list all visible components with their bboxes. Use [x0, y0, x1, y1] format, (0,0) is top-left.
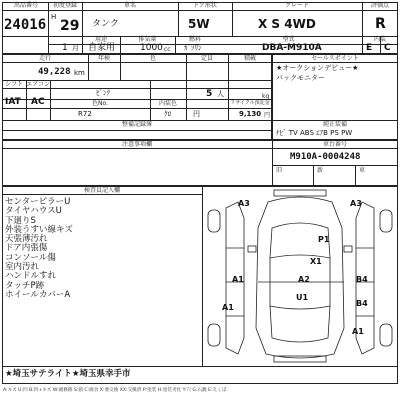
inspection-header: 検査員記入欄: [83, 187, 120, 194]
chassis-number: M910A-0004248: [290, 152, 361, 162]
usage: 自家用: [88, 43, 116, 53]
doors: 5W: [188, 17, 210, 31]
ac-value: AC: [31, 97, 45, 107]
score-label: 評価点: [370, 2, 389, 9]
inspection-item: 外装うすい線キズ: [5, 224, 73, 235]
model-label: 型式: [282, 36, 295, 43]
load-unit: kg: [262, 93, 270, 100]
inspection-item: ホイールカバーA: [5, 289, 71, 300]
chassis-label: 車台番号: [322, 141, 347, 148]
month: 1: [62, 43, 68, 53]
recycle-value: 9,130: [239, 110, 262, 118]
capacity-label: 定員: [200, 55, 213, 62]
displacement-unit: cc: [164, 46, 171, 53]
notes-header: 注意事項欄: [121, 141, 152, 148]
mark-a2: A2: [298, 275, 310, 284]
color-label: 色: [149, 55, 156, 62]
era: H: [51, 13, 57, 21]
year-label: 初度登録: [52, 2, 77, 9]
shift-label: シフト: [4, 81, 23, 88]
mark-b4-upper: B4: [356, 275, 368, 284]
mark-a1-lower-right: A1: [352, 327, 364, 336]
mark-a1-left: A1: [232, 275, 244, 284]
mark-a3-left: A3: [238, 199, 250, 208]
load-label: 積載: [243, 55, 256, 62]
color-code: R72: [78, 110, 92, 118]
model: DBA-M910A: [262, 43, 322, 53]
capacity-unit: 人: [217, 90, 224, 98]
mark-b4-lower: B4: [356, 299, 368, 308]
car-name: タンク: [92, 19, 119, 29]
month-unit: 月: [72, 44, 79, 52]
sales-header: セールスポイント: [311, 55, 359, 62]
recycle-yen: 円: [193, 110, 200, 118]
interior-score: E: [366, 43, 373, 53]
inspection-item: 室内汚れ: [5, 262, 40, 273]
fuel-label: 燃料: [188, 36, 201, 43]
ac-label: エアコン: [26, 81, 50, 88]
legend: A:キズ U:凹 B:凹+キズ W:補修跡 S:錆 C:腐食 X:要交換 XX:交換済 P:塗装 H:塗装劣化 Y:穴 G:石跳 E:えくぼ: [3, 388, 227, 393]
mark-a1-lower-left: A1: [222, 303, 234, 312]
exterior-score: C: [384, 43, 391, 53]
car-name-label: 車名: [123, 2, 136, 9]
displacement-label: 排気量: [138, 36, 157, 43]
shift-value: IAT: [5, 97, 21, 107]
inspection-item: センターピラーU: [5, 197, 71, 207]
inspector-location: ★埼玉サテライト★埼玉県幸手市: [5, 369, 131, 379]
sales-line-2: バックモニター: [276, 74, 325, 82]
history-label: 整備記録簿: [121, 121, 152, 128]
recycle-unit: 円: [264, 112, 271, 119]
inspection-list: [5, 198, 73, 300]
inspection-item: ドア内張傷: [5, 243, 48, 254]
color-code-label: 色No.: [92, 100, 108, 107]
usage-label: 用途: [94, 36, 107, 43]
grade: X S 4WD: [258, 17, 316, 31]
interior-color: ｸﾛ: [164, 110, 171, 118]
lot-label: 出品番号: [13, 2, 38, 9]
mark-u1: U1: [296, 293, 309, 302]
mileage-unit: km: [74, 69, 85, 77]
interior-color-label: 内装色: [158, 100, 177, 107]
chassis-sub-2: 新: [317, 167, 324, 174]
score: R: [375, 16, 386, 32]
year-check-label: 年検: [97, 55, 110, 62]
mileage-value: 49,228: [38, 67, 71, 77]
inspection-item: タイヤハウスU: [5, 206, 62, 217]
fuel: ｶﾞｿﾘﾝ: [184, 44, 202, 52]
chassis-sub-3: 車: [359, 167, 366, 174]
inspection-item: ハンドルすれ: [5, 271, 57, 282]
mark-x1: X1: [310, 257, 322, 266]
capacity-value: 5: [206, 89, 213, 99]
grade-label: グレード: [284, 2, 309, 9]
year: 29: [60, 18, 80, 34]
inspection-item: コンソール傷: [5, 252, 56, 263]
inspection-item: タッチP跡: [5, 280, 45, 291]
chassis-sub-1: 旧: [276, 167, 283, 174]
doors-label: ドア形状: [193, 2, 217, 9]
color-value: ﾋﾟﾝｸ: [96, 89, 110, 97]
mark-a3-right: A3: [350, 199, 362, 208]
equipment: ﾅﾋﾞ TV ABS ｴｱB PS PW: [276, 129, 353, 137]
displacement: 1000: [140, 43, 163, 53]
inspection-item: 下廻りS: [5, 215, 36, 226]
equipment-header: 純正装備: [322, 121, 347, 128]
mileage-label: 走行: [38, 55, 51, 62]
mark-p1: P1: [318, 235, 330, 244]
interior-label: 内装: [373, 36, 386, 43]
lot-number: 24016: [4, 17, 47, 33]
sales-line-1: ★オークションデビュー★: [276, 64, 359, 72]
inspection-item: 天張薄汚れ: [5, 234, 48, 245]
recycle-label: リサイクル預託金: [230, 100, 270, 106]
